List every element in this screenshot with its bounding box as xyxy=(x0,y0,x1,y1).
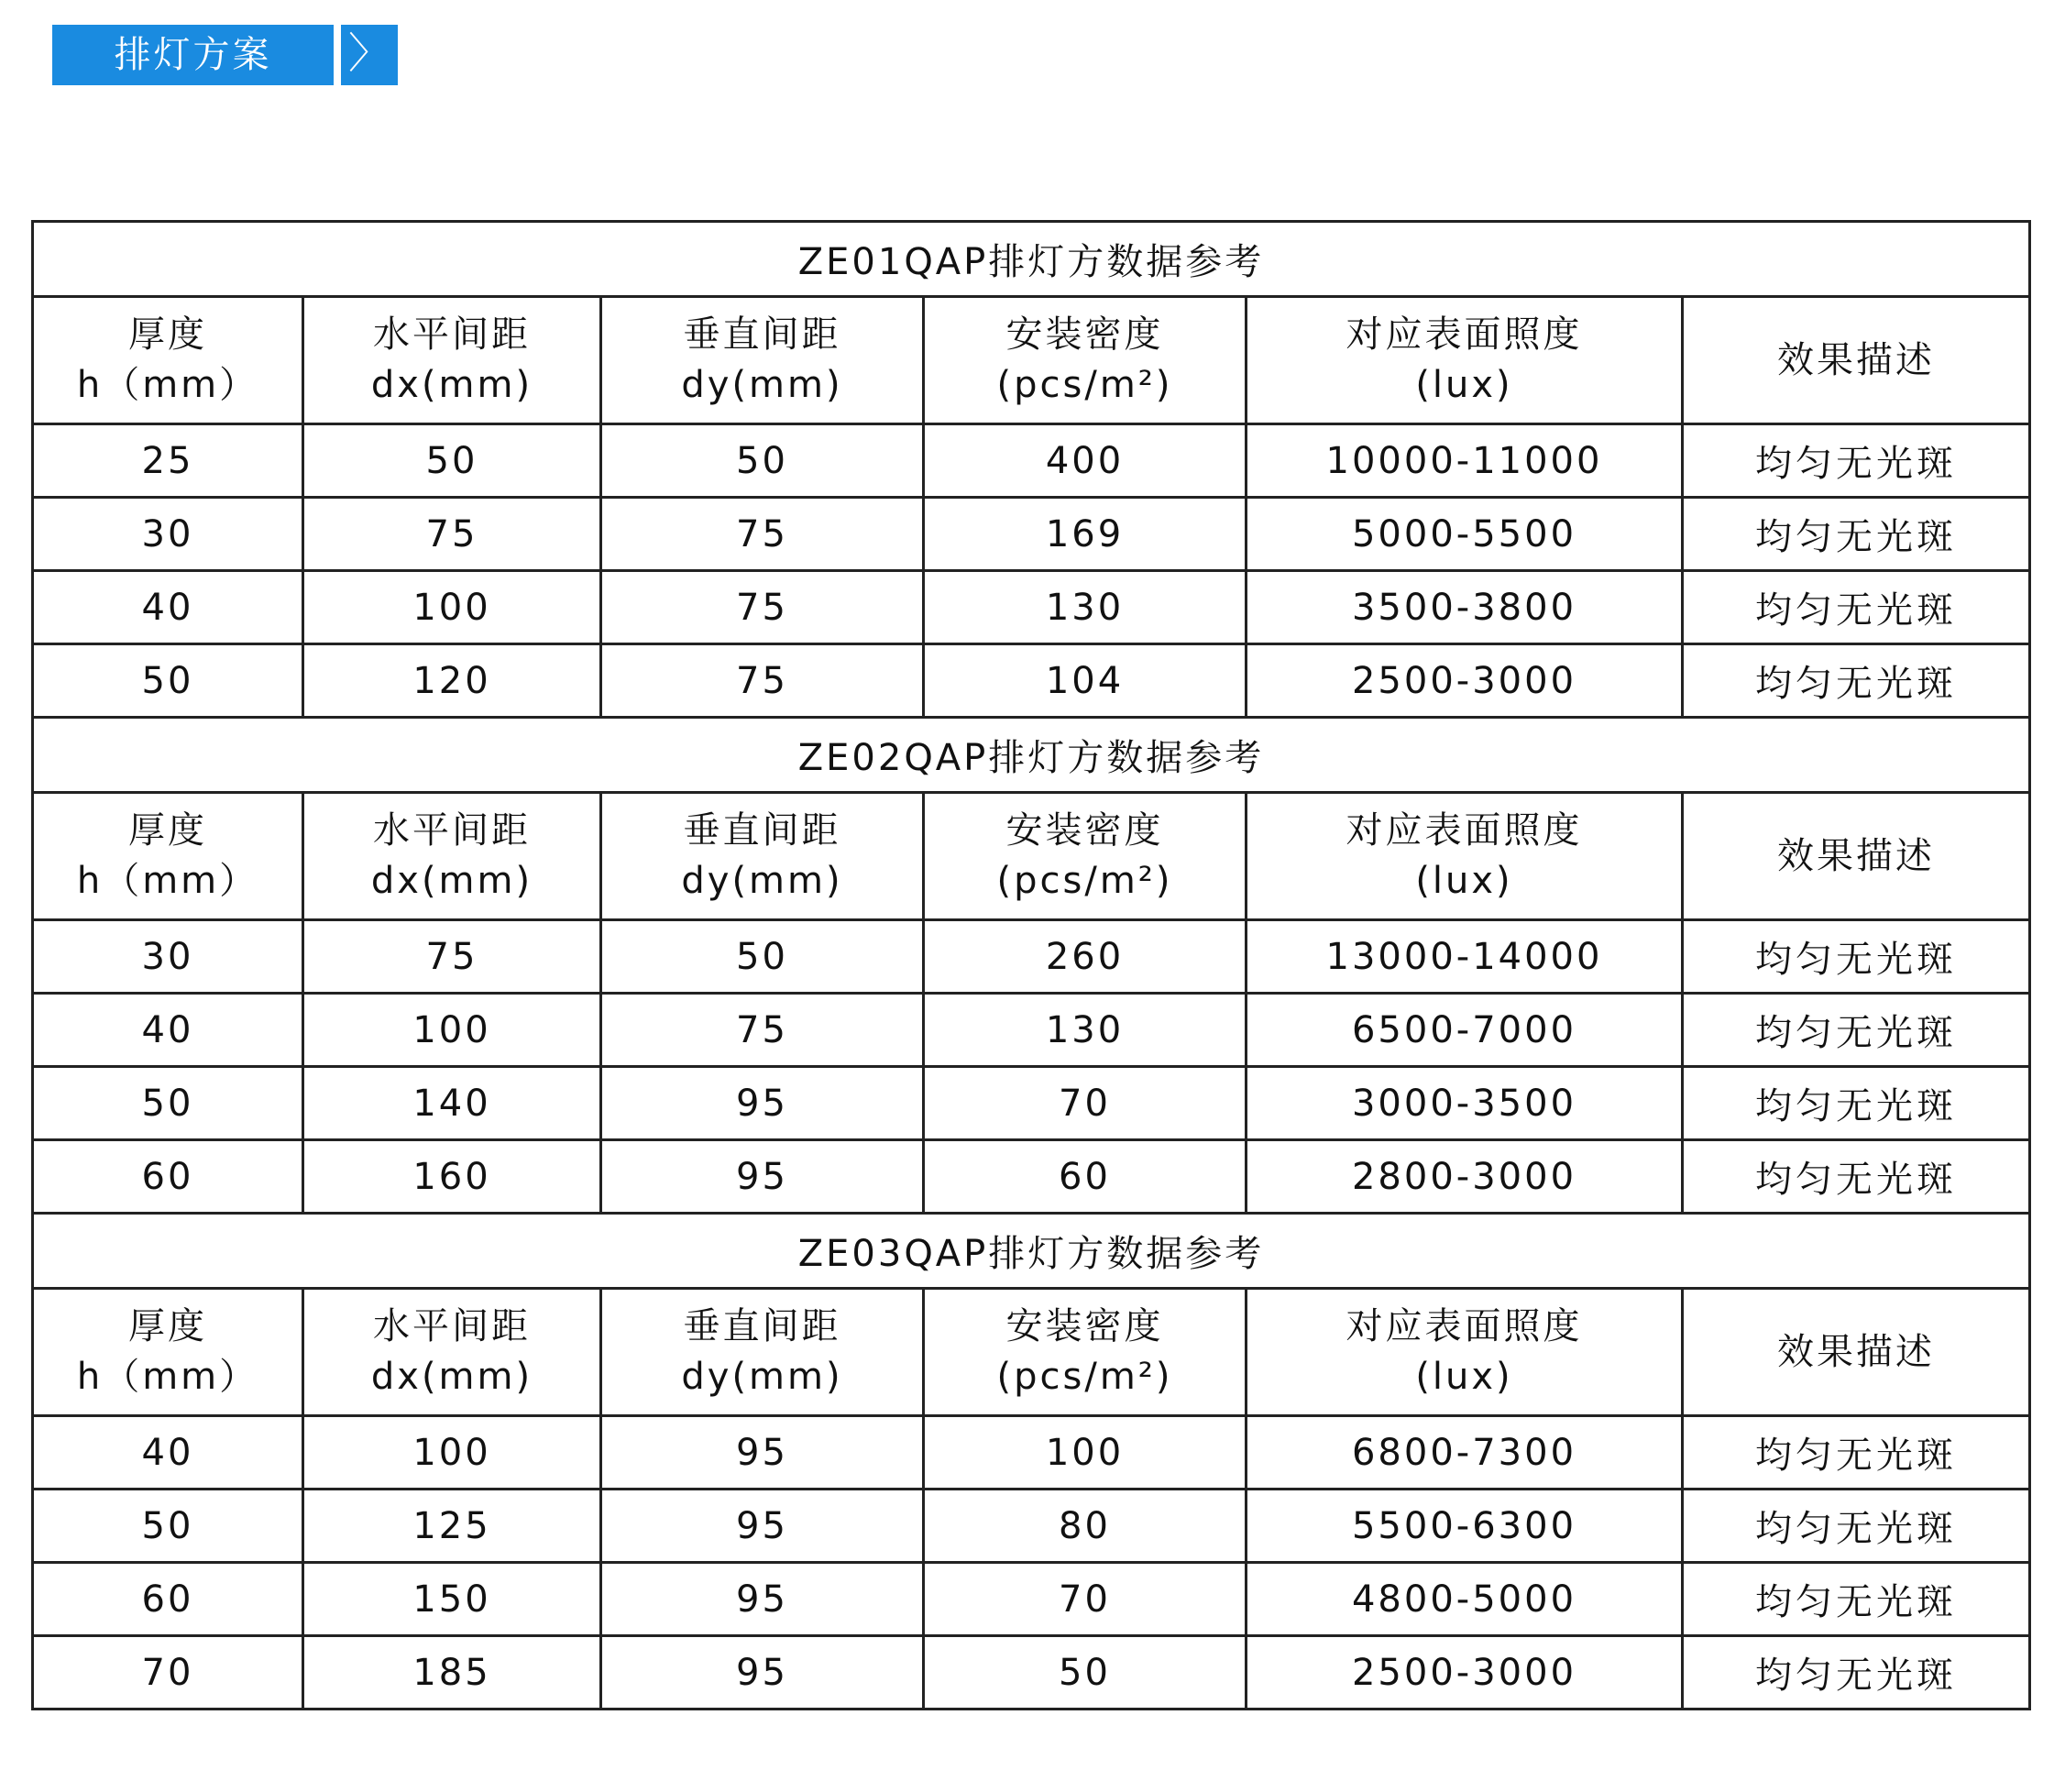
column-header-unit: h（mm） xyxy=(76,1356,259,1398)
column-header-label: 对应表面照度 xyxy=(1346,313,1583,356)
table-cell: 均匀无光斑 xyxy=(1683,424,2030,498)
column-header xyxy=(303,1289,601,1416)
table-cell: 均匀无光斑 xyxy=(1683,1636,2030,1710)
table-cell: 5000-5500 xyxy=(1247,498,1683,571)
table-cell: 50 xyxy=(601,424,924,498)
table-cell: 40 xyxy=(33,1416,303,1490)
table-row xyxy=(33,1563,2030,1636)
table-body xyxy=(33,222,2030,1710)
table-cell: 104 xyxy=(924,644,1247,718)
table-cell: 2500-3000 xyxy=(1247,1636,1683,1710)
column-header-unit: (pcs/m²) xyxy=(996,860,1173,902)
table-cell: 2800-3000 xyxy=(1247,1140,1683,1214)
table-row xyxy=(33,498,2030,571)
column-header-label: 垂直间距 xyxy=(683,313,841,356)
table-cell: 50 xyxy=(33,1067,303,1140)
column-header-label: 厚度 xyxy=(128,809,207,852)
column-header-label: 垂直间距 xyxy=(683,809,841,852)
table-cell: 100 xyxy=(303,571,601,644)
table-cell: 3500-3800 xyxy=(1247,571,1683,644)
table-cell: 95 xyxy=(601,1067,924,1140)
table-cell: 50 xyxy=(33,644,303,718)
table-cell: 4800-5000 xyxy=(1247,1563,1683,1636)
table-cell: 50 xyxy=(924,1636,1247,1710)
section-title: ZE02QAP排灯方数据参考 xyxy=(33,718,2030,793)
column-header-unit: (lux) xyxy=(1415,860,1513,902)
column-header xyxy=(1683,793,2030,920)
column-header xyxy=(924,297,1247,424)
column-header-label: 安装密度 xyxy=(1005,809,1164,852)
column-header-unit: (pcs/m²) xyxy=(996,364,1173,406)
table-cell: 6800-7300 xyxy=(1247,1416,1683,1490)
column-header xyxy=(1247,793,1683,920)
table-cell: 140 xyxy=(303,1067,601,1140)
column-header-label: 水平间距 xyxy=(373,1305,531,1347)
column-header-label: 安装密度 xyxy=(1005,313,1164,356)
table-row xyxy=(33,1490,2030,1563)
column-header-unit: (lux) xyxy=(1415,364,1513,406)
column-header-label: 垂直间距 xyxy=(683,1305,841,1347)
table-cell: 均匀无光斑 xyxy=(1683,498,2030,571)
column-header xyxy=(924,793,1247,920)
column-header-unit: h（mm） xyxy=(76,860,259,902)
column-header-label: 安装密度 xyxy=(1005,1305,1164,1347)
section-title-row xyxy=(33,1214,2030,1289)
table-row xyxy=(33,571,2030,644)
table-cell: 均匀无光斑 xyxy=(1683,994,2030,1067)
table-cell: 75 xyxy=(601,498,924,571)
table-cell: 150 xyxy=(303,1563,601,1636)
column-header xyxy=(33,793,303,920)
table-cell: 75 xyxy=(601,994,924,1067)
table-cell: 40 xyxy=(33,994,303,1067)
section-title: ZE03QAP排灯方数据参考 xyxy=(33,1214,2030,1289)
table-cell: 30 xyxy=(33,498,303,571)
table-row xyxy=(33,920,2030,994)
column-header xyxy=(601,793,924,920)
column-header xyxy=(601,297,924,424)
table-cell: 2500-3000 xyxy=(1247,644,1683,718)
section-title: ZE01QAP排灯方数据参考 xyxy=(33,222,2030,297)
table-cell: 130 xyxy=(924,571,1247,644)
table-cell: 130 xyxy=(924,994,1247,1067)
column-header-unit: dx(mm) xyxy=(370,860,533,902)
column-header-row xyxy=(33,1289,2030,1416)
header-tab xyxy=(52,25,398,85)
column-header-row xyxy=(33,297,2030,424)
table-cell: 75 xyxy=(601,644,924,718)
column-header-unit: dx(mm) xyxy=(370,364,533,406)
table-cell: 70 xyxy=(924,1067,1247,1140)
column-header xyxy=(924,1289,1247,1416)
column-header-label: 水平间距 xyxy=(373,313,531,356)
table-cell: 95 xyxy=(601,1563,924,1636)
table-cell: 95 xyxy=(601,1416,924,1490)
page-title: 排灯方案 xyxy=(52,25,334,85)
table-cell: 均匀无光斑 xyxy=(1683,1067,2030,1140)
table-cell: 6500-7000 xyxy=(1247,994,1683,1067)
column-header xyxy=(33,297,303,424)
table-cell: 75 xyxy=(303,498,601,571)
column-header xyxy=(601,1289,924,1416)
table-cell: 100 xyxy=(303,1416,601,1490)
table-row xyxy=(33,1140,2030,1214)
section-title-row xyxy=(33,718,2030,793)
table-row xyxy=(33,1416,2030,1490)
table-cell: 40 xyxy=(33,571,303,644)
column-header xyxy=(1247,1289,1683,1416)
table-cell: 均匀无光斑 xyxy=(1683,1416,2030,1490)
table-row xyxy=(33,994,2030,1067)
table-row xyxy=(33,1636,2030,1710)
column-header-unit: (lux) xyxy=(1415,1356,1513,1398)
column-header xyxy=(1247,297,1683,424)
table-cell: 100 xyxy=(924,1416,1247,1490)
column-header-label: 效果描述 xyxy=(1777,338,1936,381)
column-header-label: 效果描述 xyxy=(1777,834,1936,877)
table-cell: 185 xyxy=(303,1636,601,1710)
column-header xyxy=(33,1289,303,1416)
table-cell: 50 xyxy=(303,424,601,498)
table-cell: 50 xyxy=(33,1490,303,1563)
column-header-label: 效果描述 xyxy=(1777,1330,1936,1373)
column-header xyxy=(303,793,601,920)
table-cell: 均匀无光斑 xyxy=(1683,1563,2030,1636)
column-header xyxy=(303,297,601,424)
table-row xyxy=(33,424,2030,498)
column-header-unit: (pcs/m²) xyxy=(996,1356,1173,1398)
table-cell: 260 xyxy=(924,920,1247,994)
column-header-label: 水平间距 xyxy=(373,809,531,852)
column-header xyxy=(1683,297,2030,424)
table-cell: 均匀无光斑 xyxy=(1683,1490,2030,1563)
table-cell: 均匀无光斑 xyxy=(1683,571,2030,644)
chevron-right-icon[interactable]: 〉 xyxy=(341,25,398,85)
column-header xyxy=(1683,1289,2030,1416)
table-cell: 400 xyxy=(924,424,1247,498)
table-cell: 60 xyxy=(33,1140,303,1214)
table-cell: 160 xyxy=(303,1140,601,1214)
table-row xyxy=(33,644,2030,718)
table-cell: 30 xyxy=(33,920,303,994)
table-cell: 80 xyxy=(924,1490,1247,1563)
table-cell: 75 xyxy=(601,571,924,644)
table-cell: 60 xyxy=(33,1563,303,1636)
section-title-row xyxy=(33,222,2030,297)
column-header-label: 厚度 xyxy=(128,313,207,356)
table-cell: 13000-14000 xyxy=(1247,920,1683,994)
table-cell: 均匀无光斑 xyxy=(1683,1140,2030,1214)
column-header-label: 厚度 xyxy=(128,1305,207,1347)
table-cell: 70 xyxy=(33,1636,303,1710)
table-cell: 50 xyxy=(601,920,924,994)
table-cell: 60 xyxy=(924,1140,1247,1214)
column-header-row xyxy=(33,793,2030,920)
table-cell: 均匀无光斑 xyxy=(1683,644,2030,718)
table-cell: 169 xyxy=(924,498,1247,571)
column-header-label: 对应表面照度 xyxy=(1346,1305,1583,1347)
table-cell: 100 xyxy=(303,994,601,1067)
table-cell: 3000-3500 xyxy=(1247,1067,1683,1140)
column-header-unit: dx(mm) xyxy=(370,1356,533,1398)
table-cell: 25 xyxy=(33,424,303,498)
table-cell: 95 xyxy=(601,1140,924,1214)
table-cell: 5500-6300 xyxy=(1247,1490,1683,1563)
table-cell: 95 xyxy=(601,1490,924,1563)
table-cell: 120 xyxy=(303,644,601,718)
table-cell: 均匀无光斑 xyxy=(1683,920,2030,994)
column-header-unit: h（mm） xyxy=(76,364,259,406)
table-cell: 75 xyxy=(303,920,601,994)
column-header-unit: dy(mm) xyxy=(681,364,843,406)
table-row xyxy=(33,1067,2030,1140)
lighting-data-table xyxy=(31,220,2031,1710)
table-cell: 10000-11000 xyxy=(1247,424,1683,498)
column-header-label: 对应表面照度 xyxy=(1346,809,1583,852)
table-cell: 70 xyxy=(924,1563,1247,1636)
column-header-unit: dy(mm) xyxy=(681,860,843,902)
table-cell: 95 xyxy=(601,1636,924,1710)
table-cell: 125 xyxy=(303,1490,601,1563)
column-header-unit: dy(mm) xyxy=(681,1356,843,1398)
